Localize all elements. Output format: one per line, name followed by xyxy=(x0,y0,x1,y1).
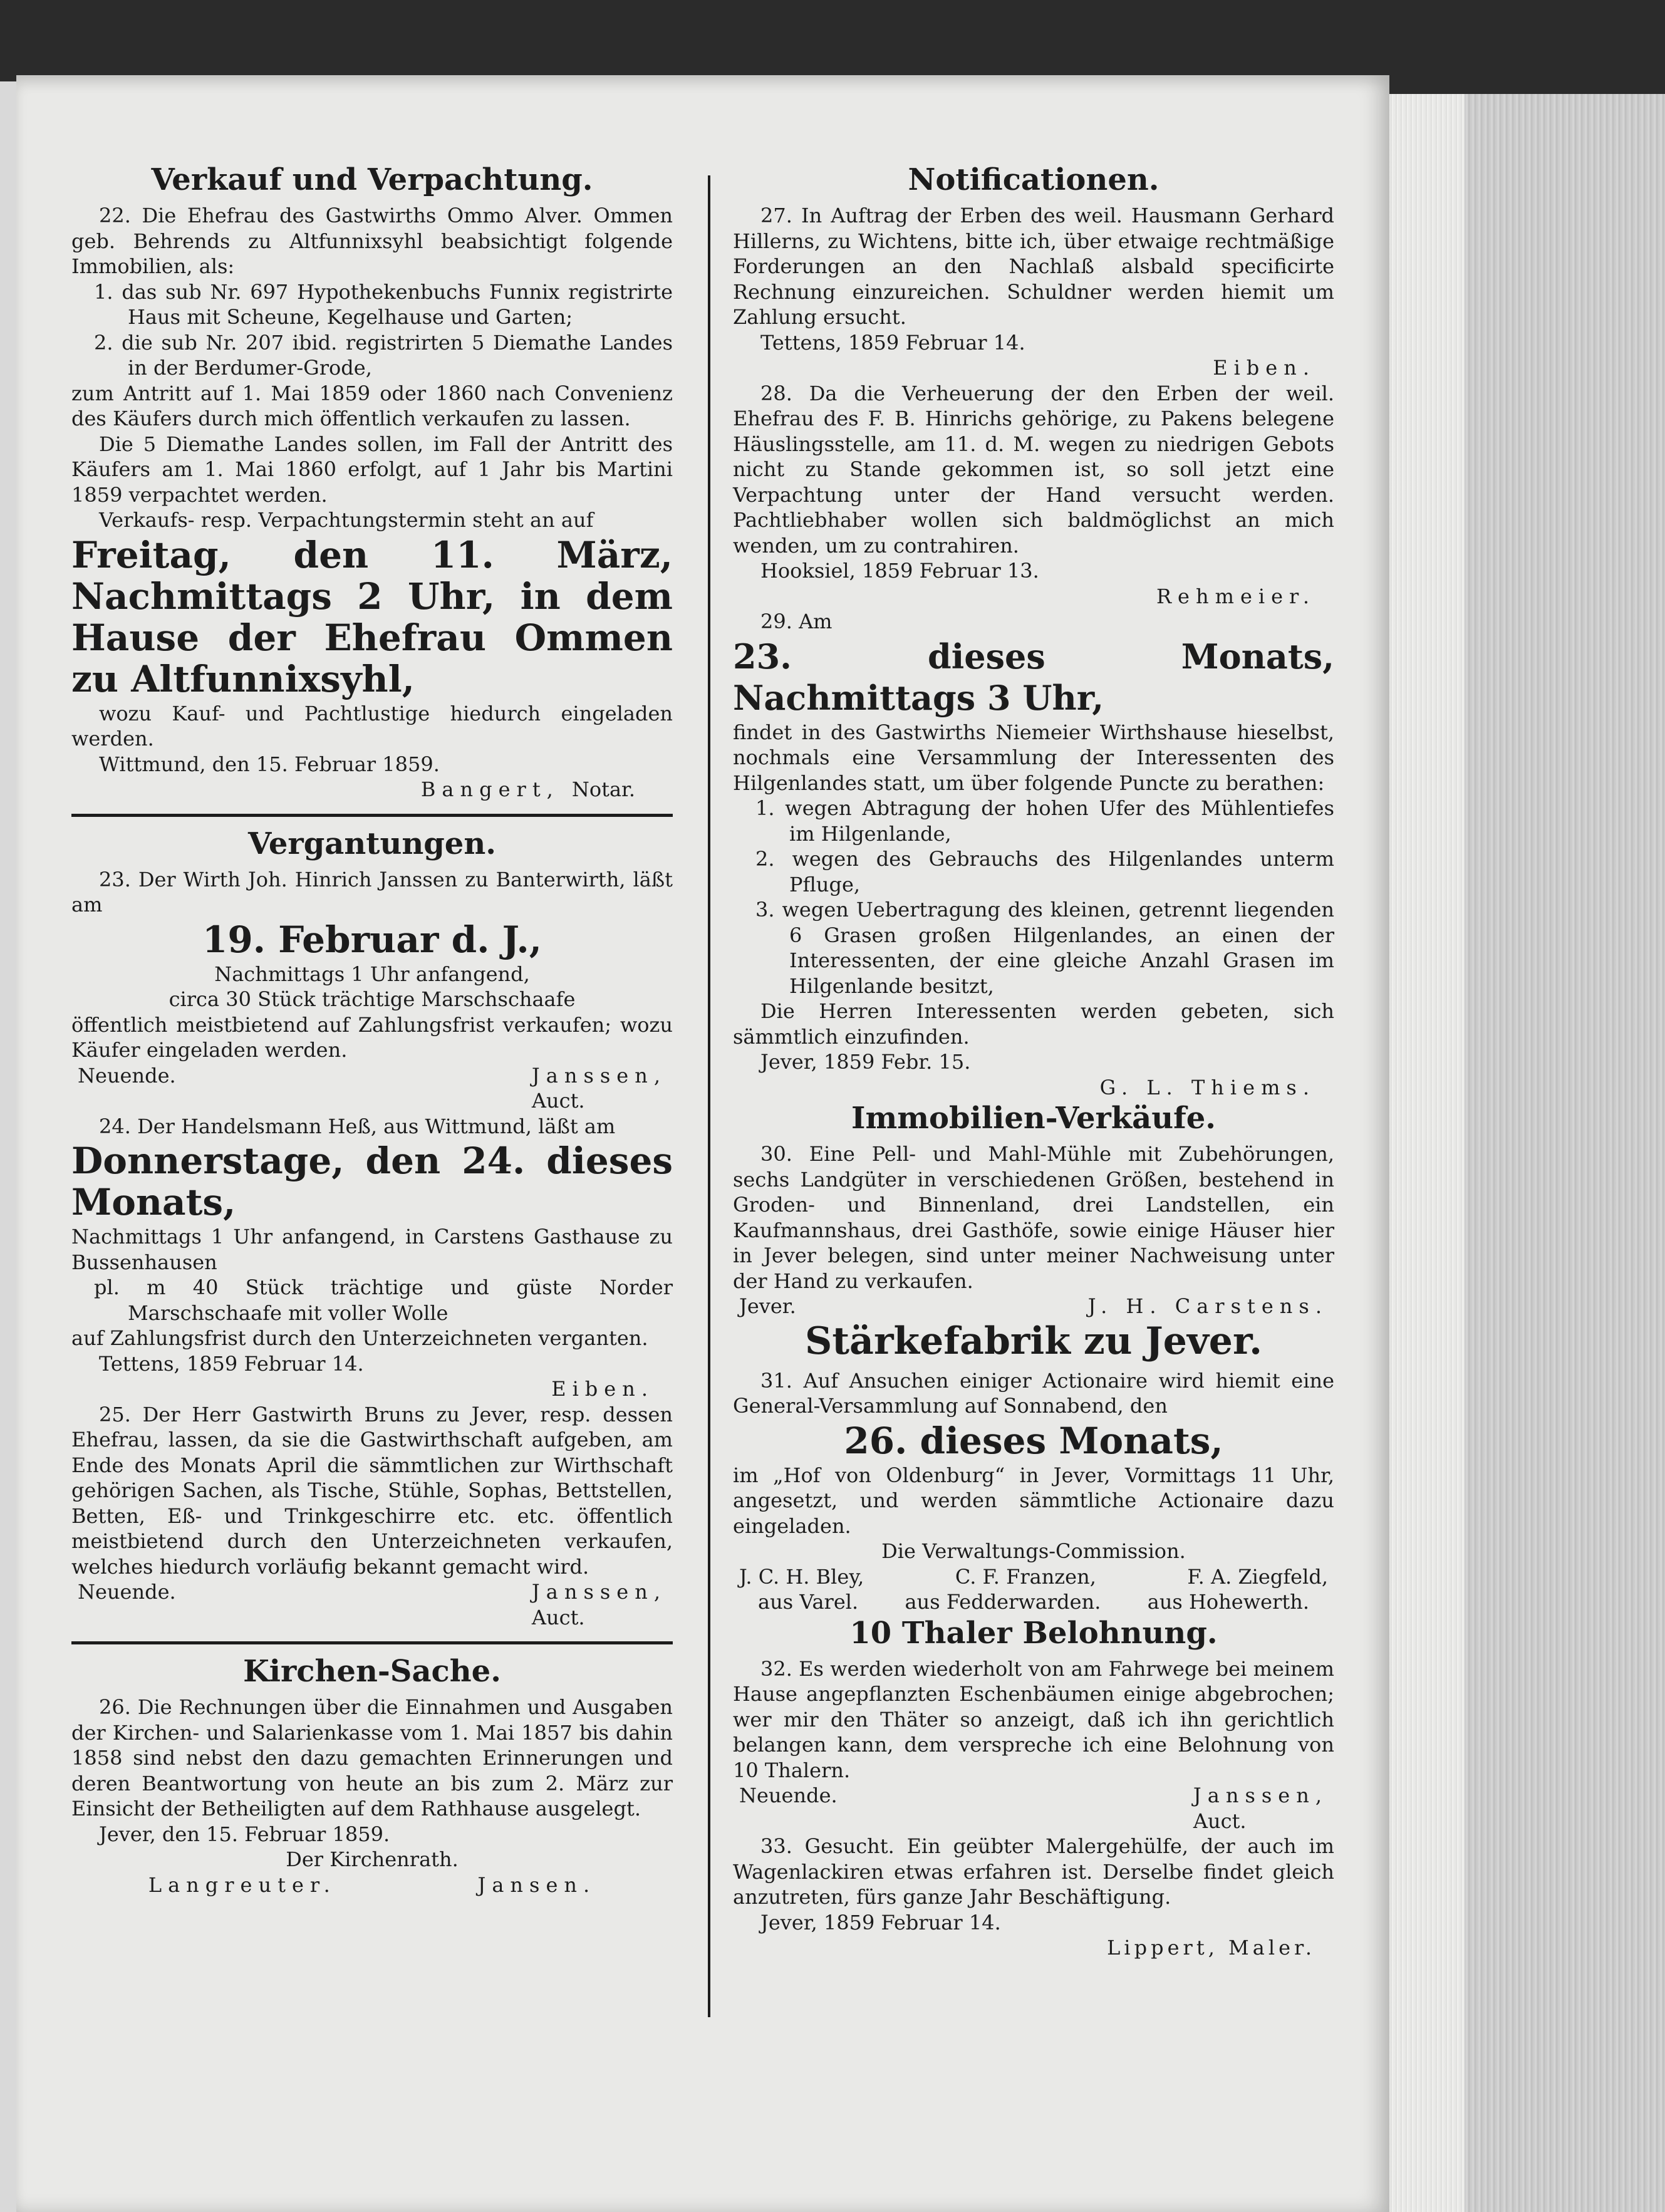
notice-23-display-date: 19. Februar d. J., xyxy=(202,918,542,961)
notice-29-text-c: Die Herren Interessenten werden gebeten, sich sämmtlich einzufinden. xyxy=(733,999,1334,1049)
signature-name: J. H. Carstens. xyxy=(1087,1294,1328,1318)
notice-29-text: findet in des Gastwirths Niemeier Wirthshause hieselbst, nochmals eine Versammlung der Interessenten des Hilgenlandes statt, um über folgende Puncte zu berathen: xyxy=(733,720,1334,795)
notice-23-goods: circa 30 Stück trächtige Marschschaafe xyxy=(169,987,576,1011)
notice-26-date: Jever, den 15. Februar 1859. xyxy=(99,1822,390,1846)
signature-place: Neuende. xyxy=(78,1063,176,1088)
notice-32-signature xyxy=(733,1783,1334,1834)
notice-31-names xyxy=(733,1564,1334,1590)
notice-24: 24. Der Handelsmann Heß, aus Wittmund, läßt am xyxy=(99,1114,616,1138)
notice-22-text-b: zum Antritt auf 1. Mai 1859 oder 1860 nach Convenienz des Käufers durch mich öffentlich verkaufen zu lassen. xyxy=(71,381,673,430)
section-title-notificationen: Notificationen. xyxy=(908,162,1159,197)
notice-28-date: Hooksiel, 1859 Februar 13. xyxy=(760,559,1039,583)
notice-24-time: Nachmittags 1 Uhr anfangend, in Carstens Gasthause zu Bussenhausen xyxy=(71,1225,673,1274)
notice-26: 26. Die Rechnungen über die Einnahmen und Ausgaben der Kirchen- und Salarienkasse vom 1. Mai 1857 bis dahin 1858 sind nebst den dazu gemachten Erinnerungen und deren Beantwortung von heute an bis zum 2. März zur Einsicht der Betheiligten auf dem Rathhause ausgelegt. xyxy=(71,1695,673,1820)
notice-24-display-date: Donnerstage, den 24. dieses Monats, xyxy=(71,1140,673,1223)
notice-22-signature xyxy=(71,777,673,802)
notice-22-text-e: wozu Kauf- und Pachtlustige hiedurch eingeladen werden. xyxy=(71,701,673,750)
notice-33-signature: Lippert, Maler. xyxy=(1107,1936,1315,1960)
signature-title: Auct. xyxy=(1193,1809,1247,1833)
column-divider xyxy=(708,175,710,2017)
notice-26-signatures xyxy=(71,1872,673,1898)
left-column xyxy=(71,162,673,1898)
notice-23: 23. Der Wirth Joh. Hinrich Janssen zu Banterwirth, läßt am xyxy=(71,867,673,916)
notice-31: 31. Auf Ansuchen einiger Actionaire wird hiemit eine General-Versammlung auf Sonnabend, den xyxy=(733,1368,1334,1418)
signatory-name: J. C. H. Bley, xyxy=(739,1564,864,1589)
notice-23-signature xyxy=(71,1063,673,1114)
signatory-name: C. F. Franzen, xyxy=(955,1564,1096,1589)
notice-25: 25. Der Herr Gastwirth Bruns zu Jever, resp. dessen Ehefrau, lassen, da sie die Gastwirthschaft aufgeben, am Ende des Monats April die sämmtlichen zur Wirthschaft gehörigen Sachen, als Tische, Stühle, Sophas, Bettstellen, Betten, Eß- und Trinkgeschirre etc. etc. öffentlich meistbietend durch den Unterzeichneten verkaufen, welches hiedurch vorläufig bekannt gemacht wird. xyxy=(71,1402,673,1579)
notice-33-date: Jever, 1859 Februar 14. xyxy=(760,1910,1001,1934)
signature-place: Neuende. xyxy=(739,1784,838,1807)
signature-title: Auct. xyxy=(531,1089,585,1113)
signature-name: Jansen. xyxy=(477,1872,596,1897)
section-title-verkauf: Verkauf und Verpachtung. xyxy=(151,162,593,197)
notice-28-signature: Rehmeier. xyxy=(1156,584,1315,608)
notice-33: 33. Gesucht. Ein geübter Malergehülfe, der auch im Wagenlackiren etwas erfahren ist. Derselbe findet gleich anzutreten, fürs ganze Jahr Beschäftigung. xyxy=(733,1834,1334,1909)
notice-24-signature: Eiben. xyxy=(551,1377,654,1401)
notice-23-text: öffentlich meistbietend auf Zahlungsfrist verkaufen; wozu Käufer eingeladen werden. xyxy=(71,1012,673,1062)
notice-31-body: Die Verwaltungs-Commission. xyxy=(881,1539,1186,1563)
signature-name: Bangert, xyxy=(420,777,559,801)
notice-29: 29. Am xyxy=(760,610,832,633)
notice-29-signature: G. L. Thiems. xyxy=(1099,1075,1315,1099)
notice-31-display-date: 26. dieses Monats, xyxy=(844,1419,1223,1462)
notice-28: 28. Da die Verheuerung der den Erben der weil. Ehefrau des F. B. Hinrichs gehörige, zu Pakens belegene Häuslingsstelle, am 11. d. M. wegen zu niedrigen Gebots nicht zu Stande gekommen ist, so soll jetzt eine Verpachtung unter der Hand versucht werden. Pachtliebhaber wollen sich baldmöglichst an mich wenden, um zu contrahiren. xyxy=(733,381,1334,558)
notice-24-text: auf Zahlungsfrist durch den Unterzeichneten verganten. xyxy=(71,1326,648,1350)
signature-name: Janssen, xyxy=(531,1580,667,1604)
notice-31-text: im „Hof von Oldenburg“ in Jever, Vormittags 11 Uhr, angesetzt, und werden sämmtliche Actionaire dazu eingeladen. xyxy=(733,1463,1334,1538)
notice-26-body: Der Kirchenrath. xyxy=(286,1847,459,1871)
section-title-belohnung: 10 Thaler Belohnung. xyxy=(849,1615,1218,1651)
section-rule xyxy=(71,1641,673,1644)
notice-27-date: Tettens, 1859 Februar 14. xyxy=(760,330,1025,355)
page-block-edge xyxy=(1389,94,1465,2212)
signature-name: Janssen, xyxy=(1193,1784,1328,1807)
notice-29-item-1: 1. wegen Abtragung der hohen Ufer des Mühlentiefes im Hilgenlande, xyxy=(755,796,1334,846)
notice-24-goods: pl. m 40 Stück trächtige und güste Norder Marschschaafe mit voller Wolle xyxy=(94,1275,673,1325)
section-title-vergantungen: Vergantungen. xyxy=(248,826,496,861)
section-title-kirchen: Kirchen-Sache. xyxy=(243,1654,501,1689)
signature-name: Langreuter. xyxy=(148,1872,336,1897)
notice-22-item-1: 1. das sub Nr. 697 Hypothekenbuchs Funnix registrirte Haus mit Scheune, Kegelhause und Garten; xyxy=(94,279,673,329)
notice-30-signature xyxy=(733,1294,1334,1319)
section-title-staerkefabrik: Stärkefabrik zu Jever. xyxy=(805,1319,1262,1363)
signature-title: Notar. xyxy=(571,777,635,801)
section-rule xyxy=(71,814,673,817)
signatory-name: F. A. Ziegfeld, xyxy=(1187,1564,1328,1589)
right-column xyxy=(733,162,1334,1961)
notice-29-item-2: 2. wegen des Gebrauchs des Hilgenlandes unterm Pfluge, xyxy=(755,847,1334,896)
notice-27-signature: Eiben. xyxy=(1213,356,1315,380)
notice-31-origins xyxy=(733,1589,1334,1615)
notice-30: 30. Eine Pell- und Mahl-Mühle mit Zubehörungen, sechs Landgüter in verschiedenen Größen, bestehend in Groden- und Binnenland, drei Landstellen, ein Kaufmannshaus, drei Gasthöfe, sowie einige Häuser hier in Jever belegen, sind unter meiner Nachweisung unter der Hand zu verkaufen. xyxy=(733,1142,1334,1293)
notice-25-signature xyxy=(71,1579,673,1630)
notice-22: 22. Die Ehefrau des Gastwirths Ommo Alver. Ommen geb. Behrends zu Altfunnixsyhl beabsichtigt folgende Immobilien, als: xyxy=(71,204,673,278)
section-title-immobilien: Immobilien-Verkäufe. xyxy=(851,1101,1216,1136)
notice-22-text-c: Die 5 Diemathe Landes sollen, im Fall der Antritt des Käufers am 1. Mai 1860 erfolgt, auf 1 Jahr bis Martini 1859 verpachtet werden. xyxy=(71,432,673,507)
signatory-origin: aus Fedderwarden. xyxy=(905,1590,1101,1614)
notice-29-item-3: 3. wegen Uebertragung des kleinen, getrennt liegenden 6 Grasen großen Hilgenlandes, an einen der Interessenten, der eine gleiche Anzahl Grasen im Hilgenlande besitzt, xyxy=(755,898,1334,998)
notice-22-text-d: Verkaufs- resp. Verpachtungstermin steht an auf xyxy=(99,508,594,532)
notice-29-display-date: 23. dieses Monats, Nachmittags 3 Uhr, xyxy=(733,636,1334,718)
notice-23-time: Nachmittags 1 Uhr anfangend, xyxy=(214,962,530,986)
signature-name: Janssen, xyxy=(531,1063,667,1088)
notice-32: 32. Es werden wiederholt von am Fahrwege bei meinem Hause angepflanzten Eschenbäumen einige abgebrochen; wer mir den Thäter so anzeigt, daß ich ihn gerichtlich belangen kann, dem verspreche ich eine Belohnung von 10 Thalern. xyxy=(733,1656,1334,1782)
signatory-origin: aus Hohewerth. xyxy=(1147,1590,1309,1614)
notice-22-display-date: Freitag, den 11. März, Nachmittags 2 Uhr, in dem Hause der Ehefrau Ommen zu Altfunnixsyhl, xyxy=(71,533,673,700)
notice-22-date: Wittmund, den 15. Februar 1859. xyxy=(99,752,440,776)
signature-place: Neuende. xyxy=(78,1580,176,1604)
signature-place: Jever. xyxy=(739,1294,796,1318)
notice-27: 27. In Auftrag der Erben des weil. Hausmann Gerhard Hillerns, zu Wichtens, bitte ich, über etwaige rechtmäßige Forderungen an den Nachlaß alsbald specificirte Rechnung einzureichen. Schuldner werden hiemit um Zahlung ersucht. xyxy=(733,204,1334,329)
signature-title: Auct. xyxy=(531,1605,585,1629)
notice-29-date: Jever, 1859 Febr. 15. xyxy=(760,1050,971,1074)
notice-24-date: Tettens, 1859 Februar 14. xyxy=(99,1351,364,1376)
notice-22-item-2: 2. die sub Nr. 207 ibid. registrirten 5 Diemathe Landes in der Berdumer-Grode, xyxy=(94,330,673,380)
signatory-origin: aus Varel. xyxy=(758,1590,859,1614)
previous-page-edge xyxy=(0,81,18,2212)
